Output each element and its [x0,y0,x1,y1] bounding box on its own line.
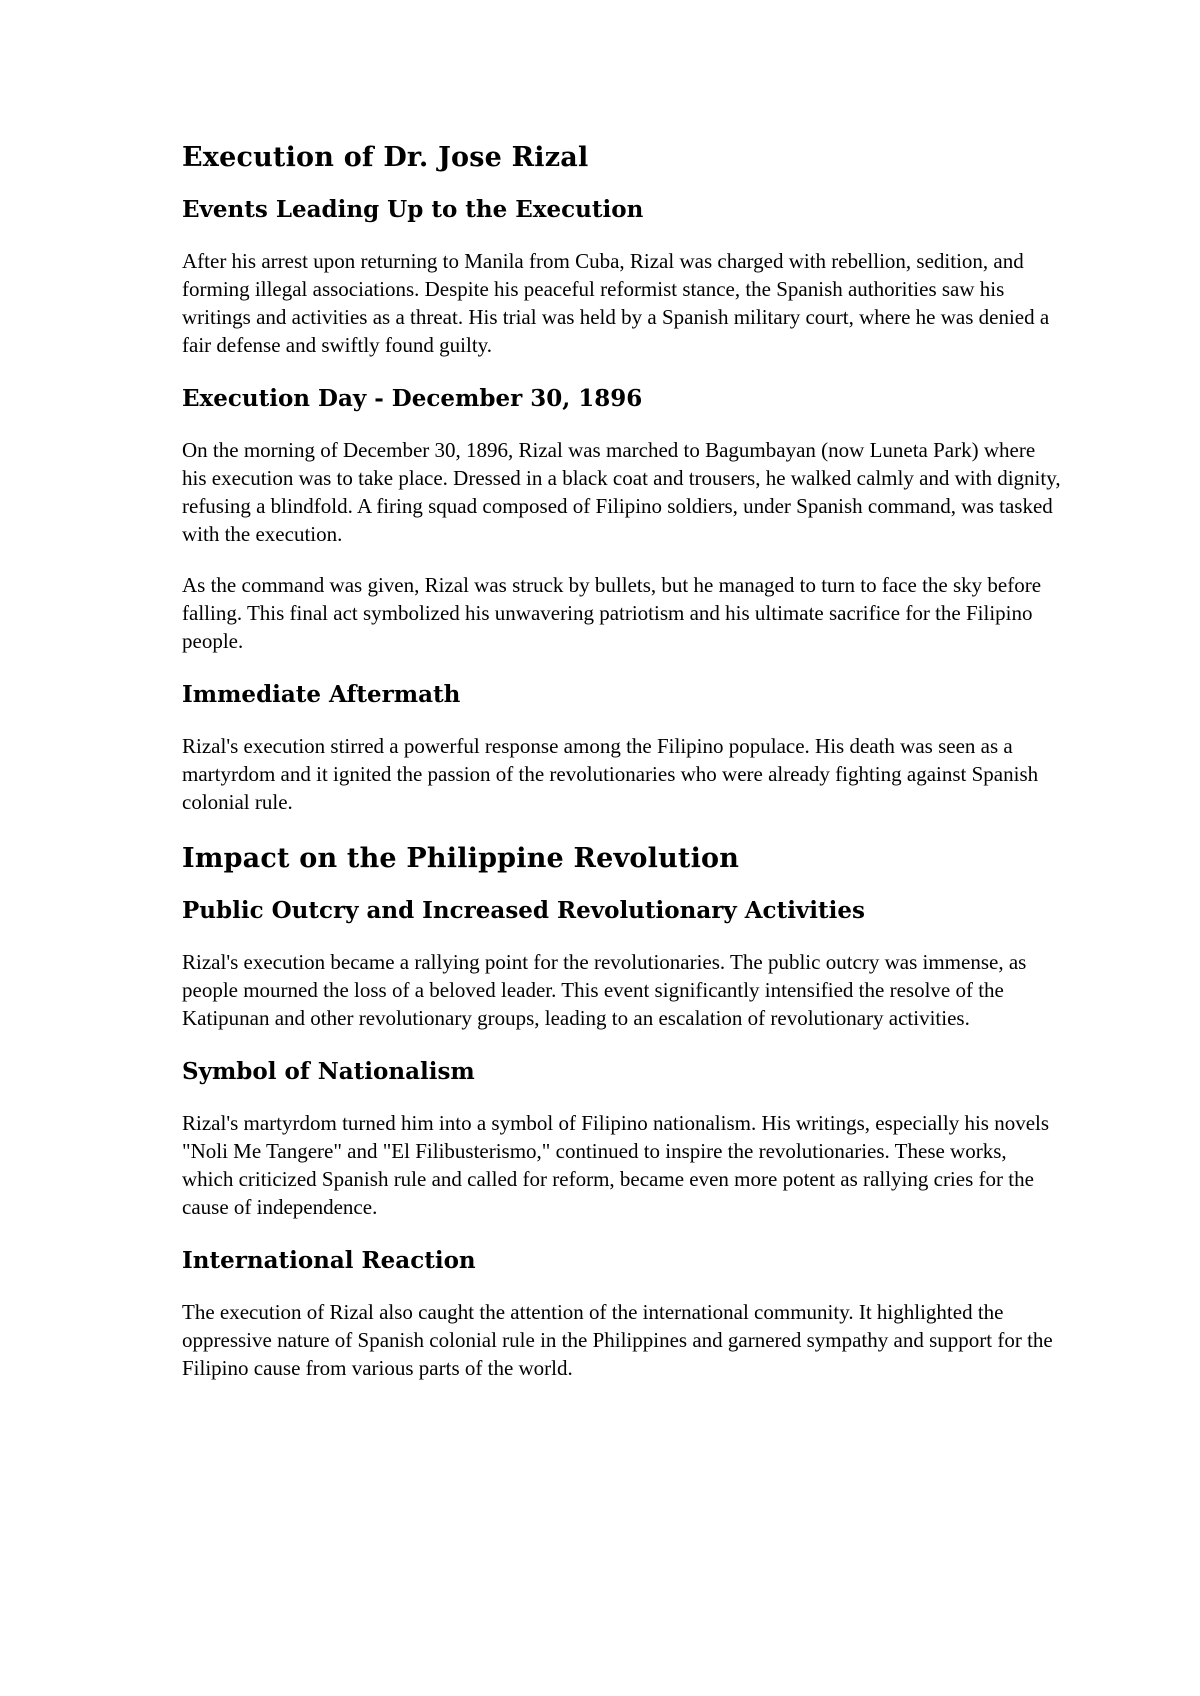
aftermath-paragraph: Rizal's execution stirred a powerful response among the Filipino populace. His death was seen as a martyrdom and it ignited the passion of the revolutionaries who were already fighting against Spanish colonial rule. [182,734,1039,814]
impact-title: Impact on the Philippine Revolution [182,843,740,874]
international-heading: International Reaction [182,1247,476,1274]
document-title: Execution of Dr. Jose Rizal [182,142,589,173]
document-page [182,138,1062,1405]
events-paragraph: After his arrest upon returning to Manila from Cuba, Rizal was charged with rebellion, sedition, and forming illegal associations. Despite his peaceful reformist stance, the Spanish authorities saw his writings and activities as a threat. His trial was held by a Spanish military court, where he was denied a fair defense and swiftly found guilty. [182,249,1050,357]
execution-day-paragraph-1: On the morning of December 30, 1896, Rizal was marched to Bagumbayan (now Luneta Park) where his execution was to take place. Dressed in a black coat and trousers, he walked calmly and with dignity, refusing a blindfold. A firing squad composed of Filipino soldiers, under Spanish command, was tasked with the execution. [182,438,1061,546]
execution-day-heading: Execution Day - December 30, 1896 [182,385,643,412]
international-paragraph: The execution of Rizal also caught the attention of the international community. It highlighted the oppressive nature of Spanish colonial rule in the Philippines and garnered sympathy and support for the Filipino cause from various parts of the world. [182,1300,1053,1380]
nationalism-paragraph: Rizal's martyrdom turned him into a symbol of Filipino nationalism. His writings, especially his novels "Noli Me Tangere" and "El Filibusterismo," continued to inspire the revolutionaries. These works, which criticized Spanish rule and called for reform, became even more potent as rallying cries for the cause of independence. [182,1111,1050,1219]
events-heading: Events Leading Up to the Execution [182,196,644,223]
nationalism-heading: Symbol of Nationalism [182,1058,475,1085]
outcry-paragraph: Rizal's execution became a rallying point for the revolutionaries. The public outcry was immense, as people mourned the loss of a beloved leader. This event significantly intensified the resolve of the Katipunan and other revolutionary groups, leading to an escalation of revolutionary activities. [182,950,1027,1030]
aftermath-heading: Immediate Aftermath [182,681,461,708]
execution-day-paragraph-2: As the command was given, Rizal was struck by bullets, but he managed to turn to face the sky before falling. This final act symbolized his unwavering patriotism and his ultimate sacrifice for the Filipino people. [182,573,1042,653]
outcry-heading: Public Outcry and Increased Revolutionary Activities [182,897,865,924]
